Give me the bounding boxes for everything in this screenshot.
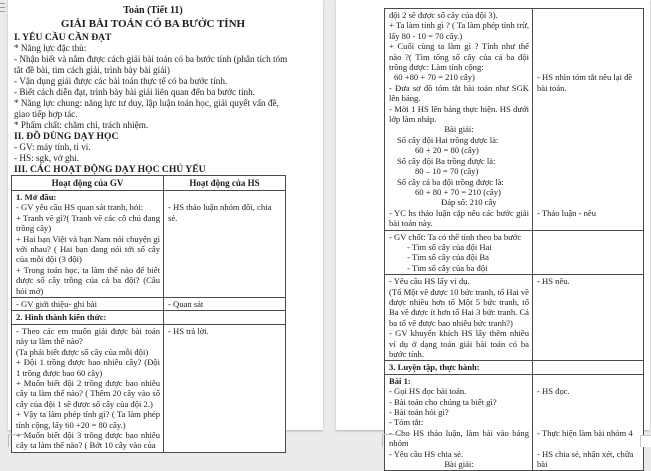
table-row xyxy=(12,191,286,298)
page-1 xyxy=(8,0,323,451)
paragraph: - HS chia sẻ, nhận xét, chữa bài xyxy=(537,448,634,469)
paragraph: - Thảo luận - nêu xyxy=(537,207,597,218)
body-paragraph: - Biết cách diễn đạt, trình bày bài giải liên quan đến ba bước tính. xyxy=(14,87,255,97)
table-row xyxy=(12,311,286,324)
paragraph: - Quan sát xyxy=(168,299,204,310)
paragraph: - HS thảo luận nhóm đôi, chia sẻ. xyxy=(168,202,272,223)
next-page-corner-middle xyxy=(382,434,411,447)
table-row xyxy=(385,374,644,471)
column-header-gv: Hoạt động của GV xyxy=(12,176,164,191)
next-page-corner-left xyxy=(8,434,37,447)
paragraph: - Theo các em muốn giải được bài toán này ta làm thế nào? xyxy=(16,325,160,347)
hs-cell xyxy=(164,298,286,311)
paragraph: + Hai bạn Việt và bạn Nam nói chuyện gì với nhau? ( Hai bạn đang nói tới số cây của mỗi đội (3 đội) xyxy=(16,233,160,265)
hs-cell xyxy=(164,191,286,298)
page-1-body xyxy=(14,32,292,175)
paragraph: + Đội 1 trồng được bao nhiêu cây? (Đội 1 trồng được bao 60 cây) xyxy=(16,357,160,378)
paragraph: đội 2 sẽ được số cây của đội 3). xyxy=(389,10,498,20)
paragraph: 2. Hình thành kiến thức: xyxy=(16,312,107,323)
paragraph: - HS nhìn tóm tắt nêu lại đề bài toán. xyxy=(537,72,633,93)
paragraph: - YC hs thảo luận cặp nêu các bước giải bài toán này. xyxy=(389,207,529,229)
paragraph: 3. Luyện tập, thực hành: xyxy=(389,362,480,373)
paragraph: - GV chốt: Ta có thể tính theo ba bước xyxy=(389,231,522,242)
column-header-hs: Hoạt động của HS xyxy=(164,176,286,191)
paragraph: 80 – 10 = 70 (cây) xyxy=(415,166,479,177)
paragraph: - Tìm số cây của đội Ba xyxy=(407,252,489,263)
paragraph: - GV khuyến khích HS lấy thêm nhiều ví dụ ở dạng toán giải bài toán có ba bước tính. xyxy=(389,328,529,359)
activity-table xyxy=(384,8,644,471)
table-row xyxy=(385,275,644,361)
body-paragraph: * Năng lực chung: năng lực tư duy, lập luận toán học, giải quyết vấn đề, giao tiếp hợp tác. xyxy=(14,98,279,119)
paragraph: + Muốn biết đội 3 trồng được bao nhiêu cây ta làm thế nào? ( Bớt 10 cây vào của xyxy=(16,429,160,451)
page-1-table-area xyxy=(8,175,323,453)
gv-cell xyxy=(385,275,533,361)
section-heading: III. CÁC HOẠT ĐỘNG DẠY HỌC CHỦ YẾU xyxy=(14,164,206,175)
table-row xyxy=(12,298,286,311)
paragraph: - Bài toán hỏi gì? xyxy=(389,407,449,418)
page-edge-artifact xyxy=(0,3,5,14)
hs-cell xyxy=(164,324,286,452)
body-paragraph: * Năng lực đặc thù: xyxy=(14,43,87,53)
paragraph: + Vậy ta làm phép tính gì? ( Ta làm phép tính cộng, lấy 60 +20 = 80 cây.) xyxy=(16,409,160,430)
table-row xyxy=(385,230,644,275)
gv-cell xyxy=(385,374,533,471)
next-page-corner-right xyxy=(640,435,651,447)
paragraph: + Tranh vẽ gì?( Tranh vẽ các cô chú đang trồng cây) xyxy=(16,212,160,234)
page-2 xyxy=(336,0,650,470)
paragraph: - Đưa sơ đồ tóm tắt bài toán như SGK lên bảng. xyxy=(389,82,529,104)
doc-title: Toán (Tiết 11) xyxy=(123,5,183,16)
paragraph: Bài giải: xyxy=(444,124,474,135)
gv-cell xyxy=(12,298,164,311)
paragraph: (Ta phải biết được số cây của mỗi đội) xyxy=(16,346,149,357)
hs-cell xyxy=(533,374,644,471)
table-header-row xyxy=(12,176,286,191)
paragraph: - GV giới thiệu- ghi bài xyxy=(16,299,98,310)
hs-cell xyxy=(533,275,644,361)
paragraph: Bài 1: xyxy=(389,375,411,386)
paragraph: Số cây cả ba đội trồng được là: xyxy=(397,176,504,187)
paragraph: - Cho HS thảo luận, làm bài vào bảng nhóm xyxy=(389,427,529,449)
doc-subtitle: GIẢI BÀI TOÁN CÓ BA BƯỚC TÍNH xyxy=(60,18,246,30)
paragraph: - Mời 1 HS lên bảng thực hiện. HS dưới lớp làm nháp. xyxy=(389,103,529,125)
paragraph: - Yêu cầu HS chia sẻ. xyxy=(389,448,464,459)
hs-cell xyxy=(164,311,286,324)
paragraph: + Cuối cùng ta làm gì ? Tính như thế nào ?( Tìm tổng số cây của cả ba đội trồng được: Làm tính cộng: xyxy=(389,41,529,73)
body-paragraph: - Nhận biết và nắm được cách giải bài toán có ba bước tính (phân tích tóm tắt đề bài, tìm cách giải, trình bày bài giải) xyxy=(14,54,288,75)
paragraph: - GV yêu cầu HS quan sát tranh, hỏi: xyxy=(16,202,144,213)
body-paragraph: - HS: sgk, vở ghi. xyxy=(14,153,80,163)
paragraph: 60 + 20 = 80 (cây) xyxy=(415,145,479,156)
hs-cell xyxy=(533,9,644,231)
paragraph: - Thực hiện làm bài nhóm 4 xyxy=(537,427,633,438)
body-paragraph: - Vận dụng giải được các bài toán thực tế có ba bước tính. xyxy=(14,76,228,86)
paragraph: - Bài toán cho chúng ta biết gì? xyxy=(389,396,497,407)
paragraph: - HS đọc. xyxy=(537,386,570,397)
body-paragraph: * Phẩm chất: chăm chỉ, trách nhiệm. xyxy=(14,120,149,130)
gv-cell xyxy=(385,361,533,374)
section-heading: I. YÊU CẦU CẦN ĐẠT xyxy=(14,32,112,43)
paragraph: (Tổ Một vẽ được 10 bức tranh, tổ Hai vẽ được nhiều hơn tổ Một 5 bức tranh, tổ Ba vẽ được ít hơn tổ Hai 3 bức tranh. Cả ba tổ vẽ được bao nhiêu bức tranh?) xyxy=(389,286,529,328)
paragraph: - Gọi HS đọc bài toán. xyxy=(389,386,467,397)
paragraph: + Trong toán học, ta làm thế nào để biết được số cây trồng của cả ba đội? (Câu hỏi mở) xyxy=(16,264,160,296)
table-row xyxy=(385,9,644,231)
hs-cell xyxy=(533,361,644,374)
gv-cell xyxy=(385,230,533,275)
activity-table xyxy=(11,175,286,453)
gv-cell xyxy=(12,311,164,324)
body-paragraph: - GV: máy tính, ti vi. xyxy=(14,142,91,152)
paragraph: 60 + 80 + 70 = 210 (cây) xyxy=(415,186,501,197)
gv-cell xyxy=(385,9,533,231)
paragraph: Số cây đội Ba trồng được là: xyxy=(397,155,496,166)
paragraph: - Tìm số cây của ba đội xyxy=(407,262,488,273)
paragraph: - Tìm số cây của đội Hai xyxy=(407,241,492,252)
paragraph: + Ta làm tính gì ? ( Ta làm phép tính trừ, lấy 80 - 10 = 70 cây.) xyxy=(389,20,529,41)
table-row xyxy=(12,324,286,452)
paragraph: Bài giải: xyxy=(444,459,474,470)
paragraph: Đáp số: 210 cây xyxy=(441,197,497,208)
paragraph: Số cây đội Hai trồng được là: xyxy=(397,134,499,145)
paragraph: 60 +80 + 70 = 210 cây) xyxy=(394,72,475,83)
gv-cell xyxy=(12,191,164,298)
paragraph: 1. Mở đầu: xyxy=(16,192,57,202)
table-row xyxy=(385,361,644,374)
page-2-table-area xyxy=(336,8,650,471)
paragraph: - Yêu cầu HS lấy ví dụ. xyxy=(389,276,470,287)
hs-cell xyxy=(533,230,644,275)
section-heading: II. ĐỒ DÙNG DẠY HỌC xyxy=(14,131,119,142)
paragraph: - HS nêu. xyxy=(537,276,570,287)
page-1-header xyxy=(14,0,292,32)
paragraph: - HS trả lời. xyxy=(168,325,209,336)
paragraph: + Muốn biết đội 2 trồng được bao nhiêu cây ta làm thế nào? ( Thêm 20 cây vào số cây của đội 1 sẽ được số cây của đội 2.) xyxy=(16,377,160,409)
paragraph: - Tóm tắt: xyxy=(389,417,424,428)
